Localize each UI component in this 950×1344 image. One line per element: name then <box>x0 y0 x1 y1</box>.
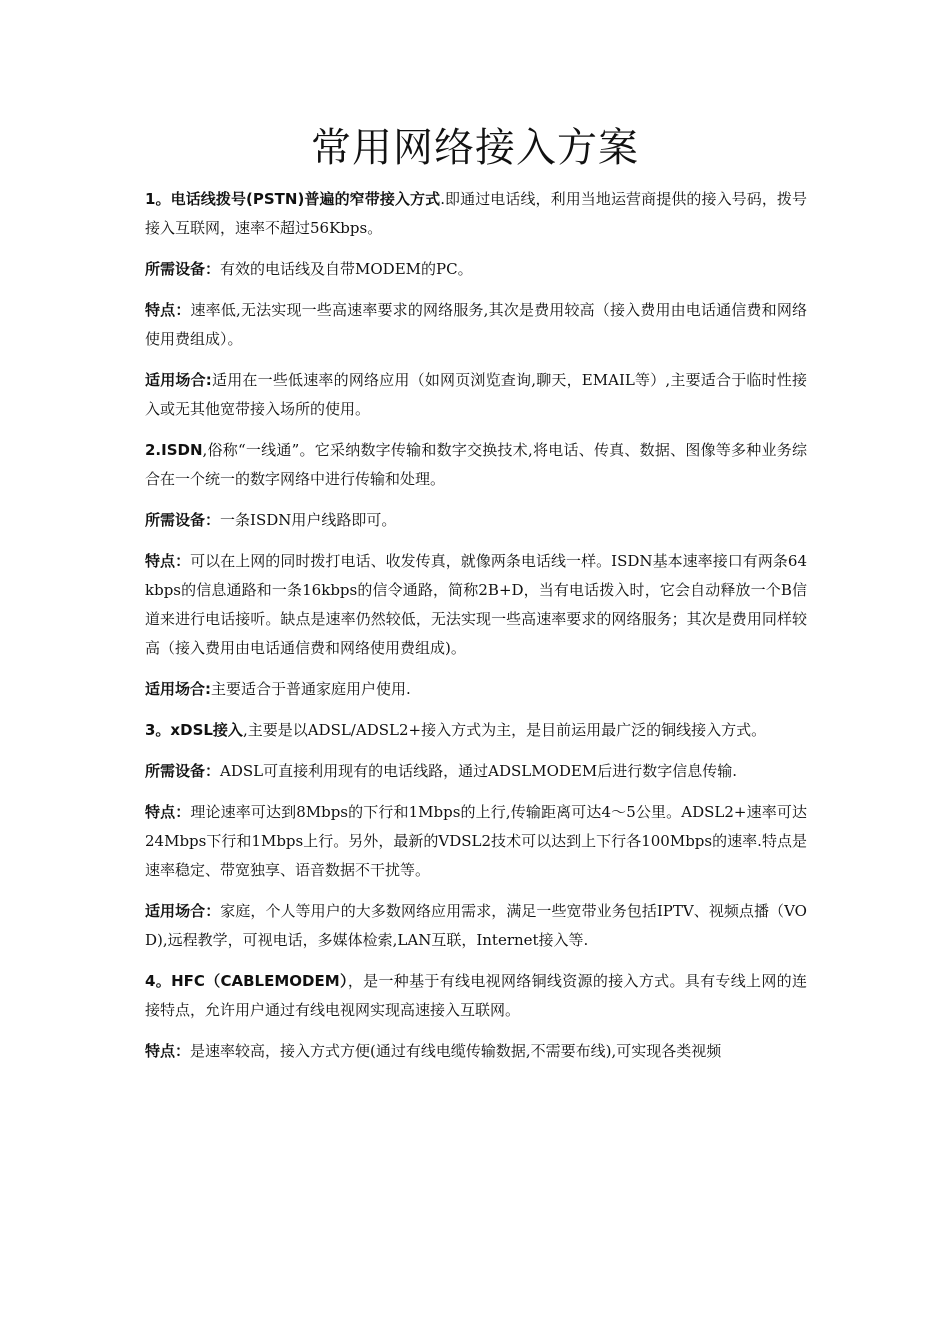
section-lead: 3。xDSL接入 <box>145 721 243 739</box>
section-pstn <box>145 185 807 243</box>
section-xdsl <box>145 716 807 745</box>
section-text: 主要适合于普通家庭用户使用. <box>211 680 411 698</box>
section-text: ，是一种基于有线电视网络铜线资源的接入方式。具有专线上网的连接特点，允许用户通过有线电视网实现高速接入互联网。 <box>145 972 807 1019</box>
section-text: 可以在上网的同时拨打电话、收发传真，就像两条电话线一样。ISDN基本速率接口有两条64kbps的信息通路和一条16kbps的信令通路，简称2B+D，当有电话拨入时，它会自动释放一个B信道来进行电话接听。缺点是速率仍然较低，无法实现一些高速率要求的网络服务；其次是费用同样较高（接入费用由电话通信费和网络使用费组成)。 <box>145 552 807 657</box>
section-lead: 所需设备： <box>145 762 221 780</box>
section-hfc-features <box>145 1037 807 1066</box>
section-lead: 适用场合： <box>145 902 221 920</box>
section-text: 适用在一些低速率的网络应用（如网页浏览查询,聊天，EMAIL等）,主要适合于临时性接入或无其他宽带接入场所的使用。 <box>145 371 807 418</box>
section-lead: 所需设备： <box>145 260 221 278</box>
section-text: 有效的电话线及自带MODEM的PC。 <box>220 260 473 278</box>
section-text: 是速率较高，接入方式方便(通过有线电缆传输数据,不需要布线),可实现各类视频 <box>190 1042 722 1060</box>
section-lead: 特点： <box>145 301 191 319</box>
section-text: 理论速率可达到8Mbps的下行和1Mbps的上行,传输距离可达4～5公里。ADSL2+速率可达24Mbps下行和1Mbps上行。另外，最新的VDSL2技术可以达到上下行各100Mbps的速率.特点是速率稳定、带宽独享、语音数据不干扰等。 <box>145 803 807 879</box>
document-body <box>145 185 807 1078</box>
section-isdn-features <box>145 547 807 663</box>
section-isdn-usage <box>145 675 807 704</box>
section-text: 一条ISDN用户线路即可。 <box>220 511 397 529</box>
section-xdsl-usage <box>145 897 807 955</box>
section-lead: 特点： <box>145 552 191 570</box>
section-lead: 适用场合: <box>145 680 211 698</box>
section-lead: 2.ISDN <box>145 441 203 459</box>
section-isdn <box>145 436 807 494</box>
document-title: 常用网络接入方案 <box>311 125 639 171</box>
section-pstn-equipment <box>145 255 807 284</box>
section-lead: 1。电话线拨号(PSTN)普遍的窄带接入方式 <box>145 190 441 208</box>
section-lead: 4。HFC（CABLEMODEM） <box>145 972 348 990</box>
section-text: 家庭，个人等用户的大多数网络应用需求，满足一些宽带业务包括IPTV、视频点播（VOD),远程教学，可视电话，多媒体检索,LAN互联，Internet接入等. <box>145 902 807 949</box>
section-isdn-equipment <box>145 506 807 535</box>
section-hfc <box>145 967 807 1025</box>
section-pstn-features <box>145 296 807 354</box>
section-lead: 所需设备： <box>145 511 221 529</box>
section-xdsl-features <box>145 798 807 885</box>
section-pstn-usage <box>145 366 807 424</box>
section-text: ADSL可直接利用现有的电话线路，通过ADSLMODEM后进行数字信息传输. <box>220 762 737 780</box>
section-text: .即通过电话线，利用当地运营商提供的接入号码，拨号接入互联网，速率不超过56Kbps。 <box>145 190 807 237</box>
section-lead: 特点： <box>145 1042 191 1060</box>
section-text: ,主要是以ADSL/ADSL2+接入方式为主，是目前运用最广泛的铜线接入方式。 <box>242 721 767 739</box>
section-xdsl-equipment <box>145 757 807 786</box>
section-text: ,俗称“一线通”。它采纳数字传输和数字交换技术,将电话、传真、数据、图像等多种业务综合在一个统一的数字网络中进行传输和处理。 <box>145 441 807 488</box>
section-lead: 适用场合: <box>145 371 212 389</box>
section-lead: 特点： <box>145 803 191 821</box>
section-text: 速率低,无法实现一些高速率要求的网络服务,其次是费用较高（接入费用由电话通信费和网络使用费组成）。 <box>145 301 807 348</box>
